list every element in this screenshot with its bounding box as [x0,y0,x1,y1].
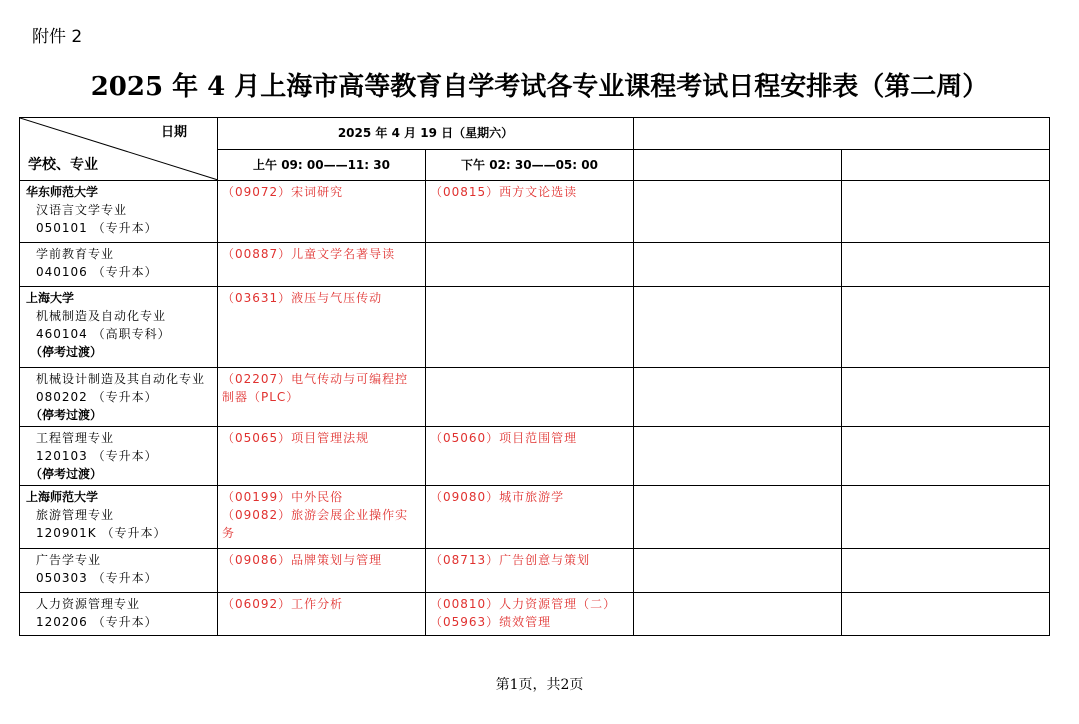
morning-course-cell [218,549,426,593]
school-name: 华东师范大学 [26,185,99,199]
morning-course-cell [218,243,426,287]
school-major-cell [20,486,218,549]
schedule-row [20,243,1050,287]
school-major-cell [20,368,218,427]
course-entry: （06092）工作分析 [222,597,344,611]
schedule-row [20,287,1050,368]
morning-session-header: 上午 09: 00——11: 30 [218,149,426,181]
course-entry: （00810）人力资源管理（二） [430,597,617,611]
empty-cell [842,549,1050,593]
course-entry: （00199）中外民俗 [222,490,344,504]
schedule-row [20,427,1050,486]
school-major-cell [20,427,218,486]
empty-cell [842,287,1050,368]
schedule-table [19,117,1050,636]
school-name: 上海大学 [26,291,75,305]
schedule-row [20,593,1050,636]
course-entry: （00815）西方文论选读 [430,185,578,199]
empty-cell [842,181,1050,243]
major-code: 120206 （专升本） [36,615,158,629]
empty-cell [634,427,842,486]
suspension-note: （停考过渡） [30,408,103,422]
major-name: 广告学专业 [36,553,102,567]
course-entry: （05060）项目范围管理 [430,431,578,445]
schedule-row [20,486,1050,549]
school-name: 上海师范大学 [26,490,99,504]
major-name: 机械制造及自动化专业 [36,309,167,323]
empty-session-header [842,149,1050,181]
attachment-label: 附件 2 [32,27,83,47]
suspension-note: （停考过渡） [30,467,103,481]
morning-course-cell [218,368,426,427]
course-entry: （09082）旅游会展企业操作实务 [222,508,409,540]
course-entry: （00887）儿童文学名著导读 [222,247,396,261]
afternoon-course-cell [426,243,634,287]
afternoon-course-cell [426,593,634,636]
exam-date-header: 2025 年 4 月 19 日（星期六） [218,118,634,150]
school-axis-label: 学校、专业 [28,157,98,173]
school-major-cell [20,593,218,636]
course-entry: （05065）项目管理法规 [222,431,370,445]
course-entry: （02207）电气传动与可编程控制器（PLC） [222,372,409,404]
major-name: 汉语言文学专业 [36,203,128,217]
major-code: 460104 （高职专科） [36,327,171,341]
major-code: 120901K （专升本） [36,526,167,540]
major-name: 旅游管理专业 [36,508,115,522]
afternoon-course-cell [426,368,634,427]
major-code: 040106 （专升本） [36,265,158,279]
empty-cell [634,549,842,593]
morning-course-cell [218,486,426,549]
school-major-cell [20,549,218,593]
school-major-cell [20,243,218,287]
empty-cell [842,243,1050,287]
page-footer: 第1页，共2页 [495,677,584,693]
major-code: 050303 （专升本） [36,571,158,585]
date-axis-label: 日期 [160,125,187,140]
afternoon-course-cell [426,287,634,368]
major-name: 人力资源管理专业 [36,597,141,611]
course-entry: （03631）液压与气压传动 [222,291,383,305]
schedule-row [20,181,1050,243]
morning-course-cell [218,181,426,243]
empty-cell [634,287,842,368]
major-name: 工程管理专业 [36,431,115,445]
afternoon-course-cell [426,427,634,486]
morning-course-cell [218,593,426,636]
empty-session-header [634,149,842,181]
empty-cell [634,486,842,549]
suspension-note: （停考过渡） [30,345,103,359]
course-entry: （08713）广告创意与策划 [430,553,591,567]
page-title: 2025 年 4 月上海市高等教育自学考试各专业课程考试日程安排表（第二周） [90,72,989,102]
header-row-date [20,118,1050,150]
empty-cell [634,181,842,243]
schedule-row [20,549,1050,593]
major-code: 120103 （专升本） [36,449,158,463]
morning-course-cell [218,287,426,368]
course-entry: （09072）宋词研究 [222,185,344,199]
major-name: 机械设计制造及其自动化专业 [36,372,206,386]
school-major-cell [20,287,218,368]
course-entry: （09080）城市旅游学 [430,490,565,504]
major-name: 学前教育专业 [36,247,115,261]
afternoon-session-header: 下午 02: 30——05: 00 [426,149,634,181]
schedule-row [20,368,1050,427]
afternoon-course-cell [426,549,634,593]
course-entry: （09086）品牌策划与管理 [222,553,383,567]
morning-course-cell [218,427,426,486]
empty-cell [634,243,842,287]
header-corner-cell [20,118,218,181]
empty-cell [634,593,842,636]
afternoon-course-cell [426,486,634,549]
empty-cell [842,593,1050,636]
major-code: 050101 （专升本） [36,221,158,235]
empty-cell [842,486,1050,549]
empty-cell [634,368,842,427]
empty-cell [842,368,1050,427]
empty-cell [842,427,1050,486]
school-major-cell [20,181,218,243]
afternoon-course-cell [426,181,634,243]
course-entry: （05963）绩效管理 [430,615,552,629]
major-code: 080202 （专升本） [36,390,158,404]
empty-date-header [634,118,1050,150]
